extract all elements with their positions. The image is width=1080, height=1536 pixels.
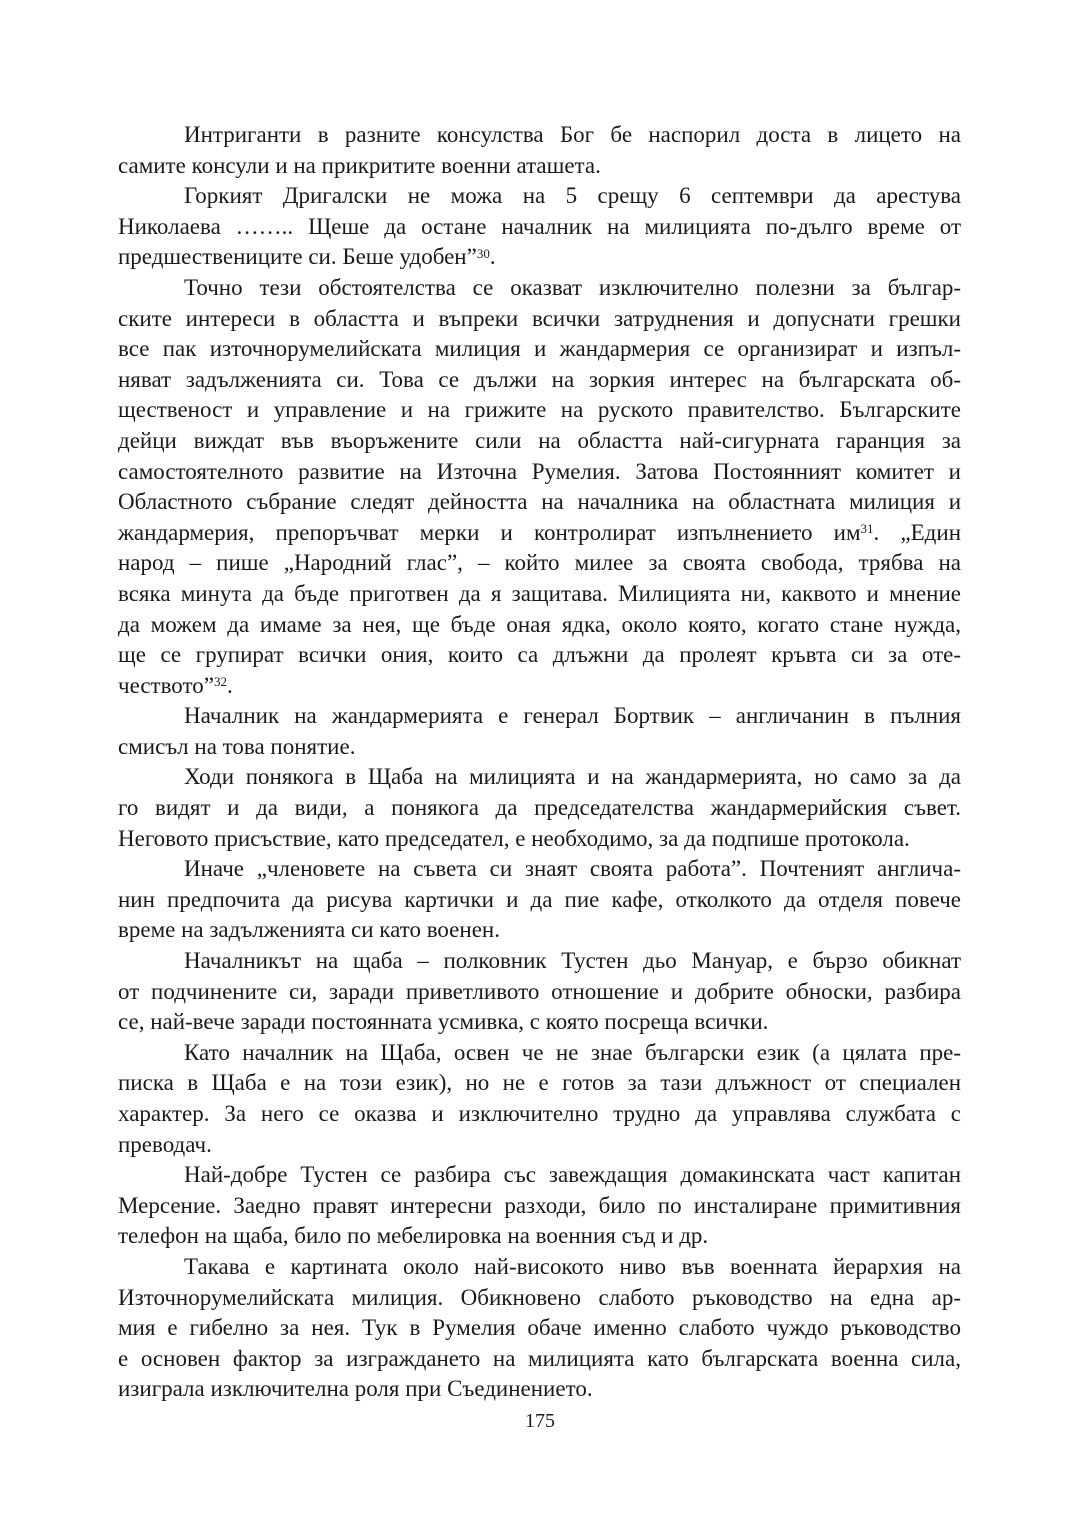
- text-line: самостоятелното развитие на Източна Румелия. Затова Постоянният комитет и: [118, 458, 961, 484]
- text-line: Мерсение. Заедно правят интересни разходи, било по инсталиране примитивния: [118, 1192, 961, 1218]
- text-line: Като началник на Щаба, освен че не знае български език (а цялата пре-: [184, 1039, 961, 1065]
- text-line: характер. За него се оказва и изключително трудно да управлява службата с: [118, 1101, 961, 1126]
- paragraph-9: [118, 1160, 961, 1252]
- text-line: все пак източнорумелийската милиция и жандармерия се организират и изпъл-: [118, 336, 961, 362]
- text-line: народ – пише „Народний глас”, – който милее за своята свобода, трябва на: [118, 550, 961, 576]
- paragraph-10: [118, 1252, 961, 1405]
- paragraph-3: [118, 273, 961, 701]
- text-line: смисъл на това понятие.: [118, 733, 356, 759]
- text-segment: чеството”: [118, 672, 214, 698]
- text-segment: предшествениците си. Беше удобен”: [118, 244, 477, 270]
- paragraph-7: [118, 946, 961, 1038]
- text-line: се, най-вече заради постоянната усмивка, с която посреща всички.: [118, 1009, 769, 1035]
- text-line: преводач.: [118, 1131, 212, 1157]
- paragraph-2: [118, 181, 961, 273]
- paragraph-1: [118, 120, 961, 181]
- text-line: Ходи понякога в Щаба на милицията и на жандармерията, но само за да: [184, 764, 961, 790]
- text-line: Неговото присъствие, като председател, е необходимо, за да подпише протокола.: [118, 825, 910, 851]
- text-line: време на задълженията си като военен.: [118, 917, 500, 943]
- text-line: писка в Щаба е на този език), но не е готов за тази длъжност от специален: [118, 1070, 961, 1096]
- text-line: ще се групират всички ония, които са длъжни да пролеят кръвта си за оте-: [118, 642, 961, 668]
- paragraph-4: [118, 701, 961, 762]
- text-line: [118, 518, 961, 549]
- footnote-ref-32: 32: [213, 674, 227, 690]
- text-line: [118, 671, 961, 702]
- text-line: всяка минута да бъде приготвен да я защитава. Милицията ни, каквото и мнение: [118, 580, 961, 606]
- text-line: [118, 242, 961, 273]
- text-line: нин предпочита да рисува картички и да пие кафе, отколкото да отделя повече: [118, 886, 961, 912]
- text-line: го видят и да види, а понякога да председателства жандармерийския съвет.: [118, 795, 961, 821]
- text-line: няват задълженията си. Това се дължи на зоркия интерес на българската об-: [118, 366, 961, 392]
- text-line: Областното събрание следят дейността на началника на областната милиция и: [118, 489, 961, 515]
- text-line: е основен фактор за изграждането на милицията като българската военна сила,: [118, 1345, 961, 1371]
- text-segment: . „Един: [873, 519, 962, 545]
- page-number: 175: [525, 1410, 555, 1432]
- paragraph-8: [118, 1038, 961, 1160]
- text-line: Началникът на щаба – полковник Тустен дьо Мануар, е бързо обикнат: [184, 948, 961, 974]
- footnote-ref-30: 30: [476, 245, 490, 261]
- text-line: телефон на щаба, било по мебелировка на военния съд и др.: [118, 1223, 709, 1249]
- text-line: мия е гибелно за нея. Тук в Румелия обаче именно слабото чуждо ръководство: [118, 1315, 961, 1341]
- text-line: Иначе „членовете на съвета си знаят своята работа”. Почтеният англича-: [184, 856, 961, 882]
- text-line: Интриганти в разните консулства Бог бе наспорил доста в лицето на: [184, 122, 961, 147]
- text-line: Горкият Дригалски не можа на 5 срещу 6 септември да арестува: [184, 183, 961, 209]
- text-line: дейци виждат във въоръжените сили на областта най-сигурната гаранция за: [118, 427, 961, 453]
- text-segment: .: [226, 672, 233, 698]
- paragraph-6: [118, 854, 961, 946]
- text-line: Николаева …….. Щеше да остане началник на милицията по-дълго време от: [118, 213, 961, 239]
- text-line: Точно тези обстоятелства се оказват изключително полезни за българ-: [184, 274, 961, 300]
- text-line: изиграла изключителна роля при Съединението.: [118, 1376, 593, 1402]
- body-text: [118, 120, 961, 1405]
- text-line: Началник на жандармерията е генерал Бортвик – англичанин в пълния: [184, 703, 961, 729]
- text-line: щественост и управление и на грижите на руското правителство. Българските: [118, 397, 961, 423]
- text-segment: жандармерия, препоръчват мерки и контролират изпълнението им: [118, 519, 861, 545]
- paragraph-5: [118, 762, 961, 854]
- text-line: Такава е картината около най-високото ниво във военната йерархия на: [184, 1253, 961, 1279]
- text-line: от подчинените си, заради приветливото отношение и добрите обноски, разбира: [118, 978, 961, 1004]
- text-line: Източнорумелийската милиция. Обикновено слабото ръководство на една ар-: [118, 1284, 961, 1310]
- text-line: ските интереси в областта и въпреки всички затруднения и допуснати грешки: [118, 305, 961, 331]
- footnote-ref-31: 31: [860, 521, 874, 537]
- text-line: да можем да имаме за нея, ще бъде оная ядка, около която, когато стане нужда,: [118, 611, 961, 637]
- text-segment: .: [489, 244, 496, 270]
- text-line: Най-добре Тустен се разбира със завеждащия домакинската част капитан: [184, 1162, 961, 1188]
- text-line: самите консули и на прикритите военни аташета.: [118, 152, 601, 178]
